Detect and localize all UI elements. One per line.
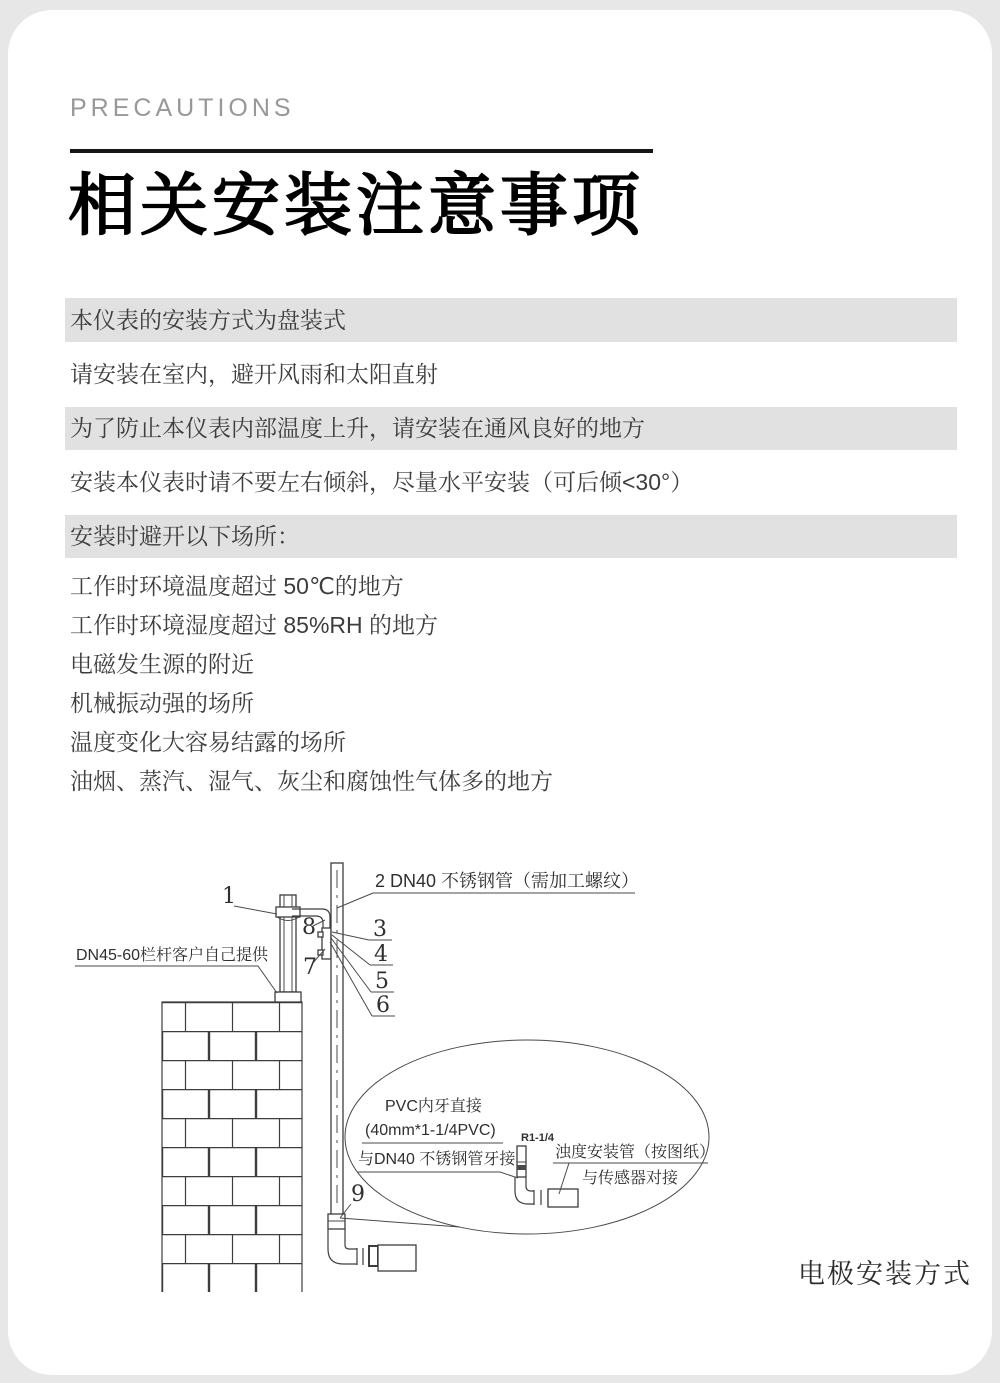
note-row: 安装本仪表时请不要左右倾斜，尽量水平安装（可后倾<30°） bbox=[70, 469, 694, 495]
part-label-9: 9 bbox=[351, 1182, 365, 1207]
part-label-8: 8 bbox=[302, 915, 316, 940]
turbidity-note-line1: 浊度安装管（按图纸） bbox=[555, 1144, 716, 1161]
content-card bbox=[8, 10, 992, 1375]
pvc-note-line3: 与DN40 不锈钢管牙接 bbox=[358, 1151, 516, 1168]
avoid-item: 温度变化大容易结露的场所 bbox=[70, 729, 346, 755]
note-row-highlight: 本仪表的安装方式为盘装式 bbox=[65, 298, 957, 342]
part-label-4: 4 bbox=[374, 942, 388, 967]
thread-size-label: R1-1/4 bbox=[521, 1132, 555, 1144]
diagram-caption: 电极安装方式 bbox=[798, 1259, 972, 1289]
bottom-elbow-sensor bbox=[328, 1229, 416, 1271]
avoid-item: 工作时环境温度超过 50℃的地方 bbox=[70, 573, 404, 599]
pvc-note-line1: PVC内牙直接 bbox=[385, 1098, 482, 1115]
dn40-pipe bbox=[331, 863, 343, 1215]
note-row: 请安装在室内，避开风雨和太阳直射 bbox=[70, 361, 438, 387]
callout-leader bbox=[340, 1204, 460, 1227]
part-label-7: 7 bbox=[303, 955, 317, 980]
part-label-2: 2 DN40 不锈钢管（需加工螺纹） bbox=[375, 871, 640, 891]
brick-wall bbox=[162, 1002, 302, 1292]
title-divider bbox=[70, 149, 653, 153]
avoid-item: 机械振动强的场所 bbox=[70, 690, 254, 716]
eyebrow-label: PRECAUTIONS bbox=[70, 94, 295, 122]
part-label-5: 5 bbox=[375, 969, 389, 994]
avoid-item: 电磁发生源的附近 bbox=[70, 651, 254, 677]
part-label-3: 3 bbox=[373, 917, 387, 942]
turbidity-note-line2: 与传感器对接 bbox=[582, 1170, 679, 1187]
avoid-item: 油烟、蒸汽、湿气、灰尘和腐蚀性气体多的地方 bbox=[70, 768, 553, 794]
installation-diagram bbox=[60, 850, 980, 1310]
avoid-item: 工作时环境湿度超过 85%RH 的地方 bbox=[70, 612, 439, 638]
page-title: 相关安装注意事项 bbox=[68, 168, 645, 244]
note-row-highlight: 为了防止本仪表内部温度上升，请安装在通风良好的地方 bbox=[65, 407, 957, 450]
part-label-1: 1 bbox=[222, 884, 236, 909]
part-label-6: 6 bbox=[376, 993, 390, 1018]
note-row-highlight: 安装时避开以下场所： bbox=[65, 515, 957, 558]
pvc-note-line2: (40mm*1-1/4PVC) bbox=[365, 1122, 496, 1139]
pipe-coupling bbox=[328, 1214, 345, 1229]
handrail-post bbox=[275, 895, 301, 1002]
rail-note-label: DN45-60栏杆客户自己提供 bbox=[76, 947, 269, 964]
